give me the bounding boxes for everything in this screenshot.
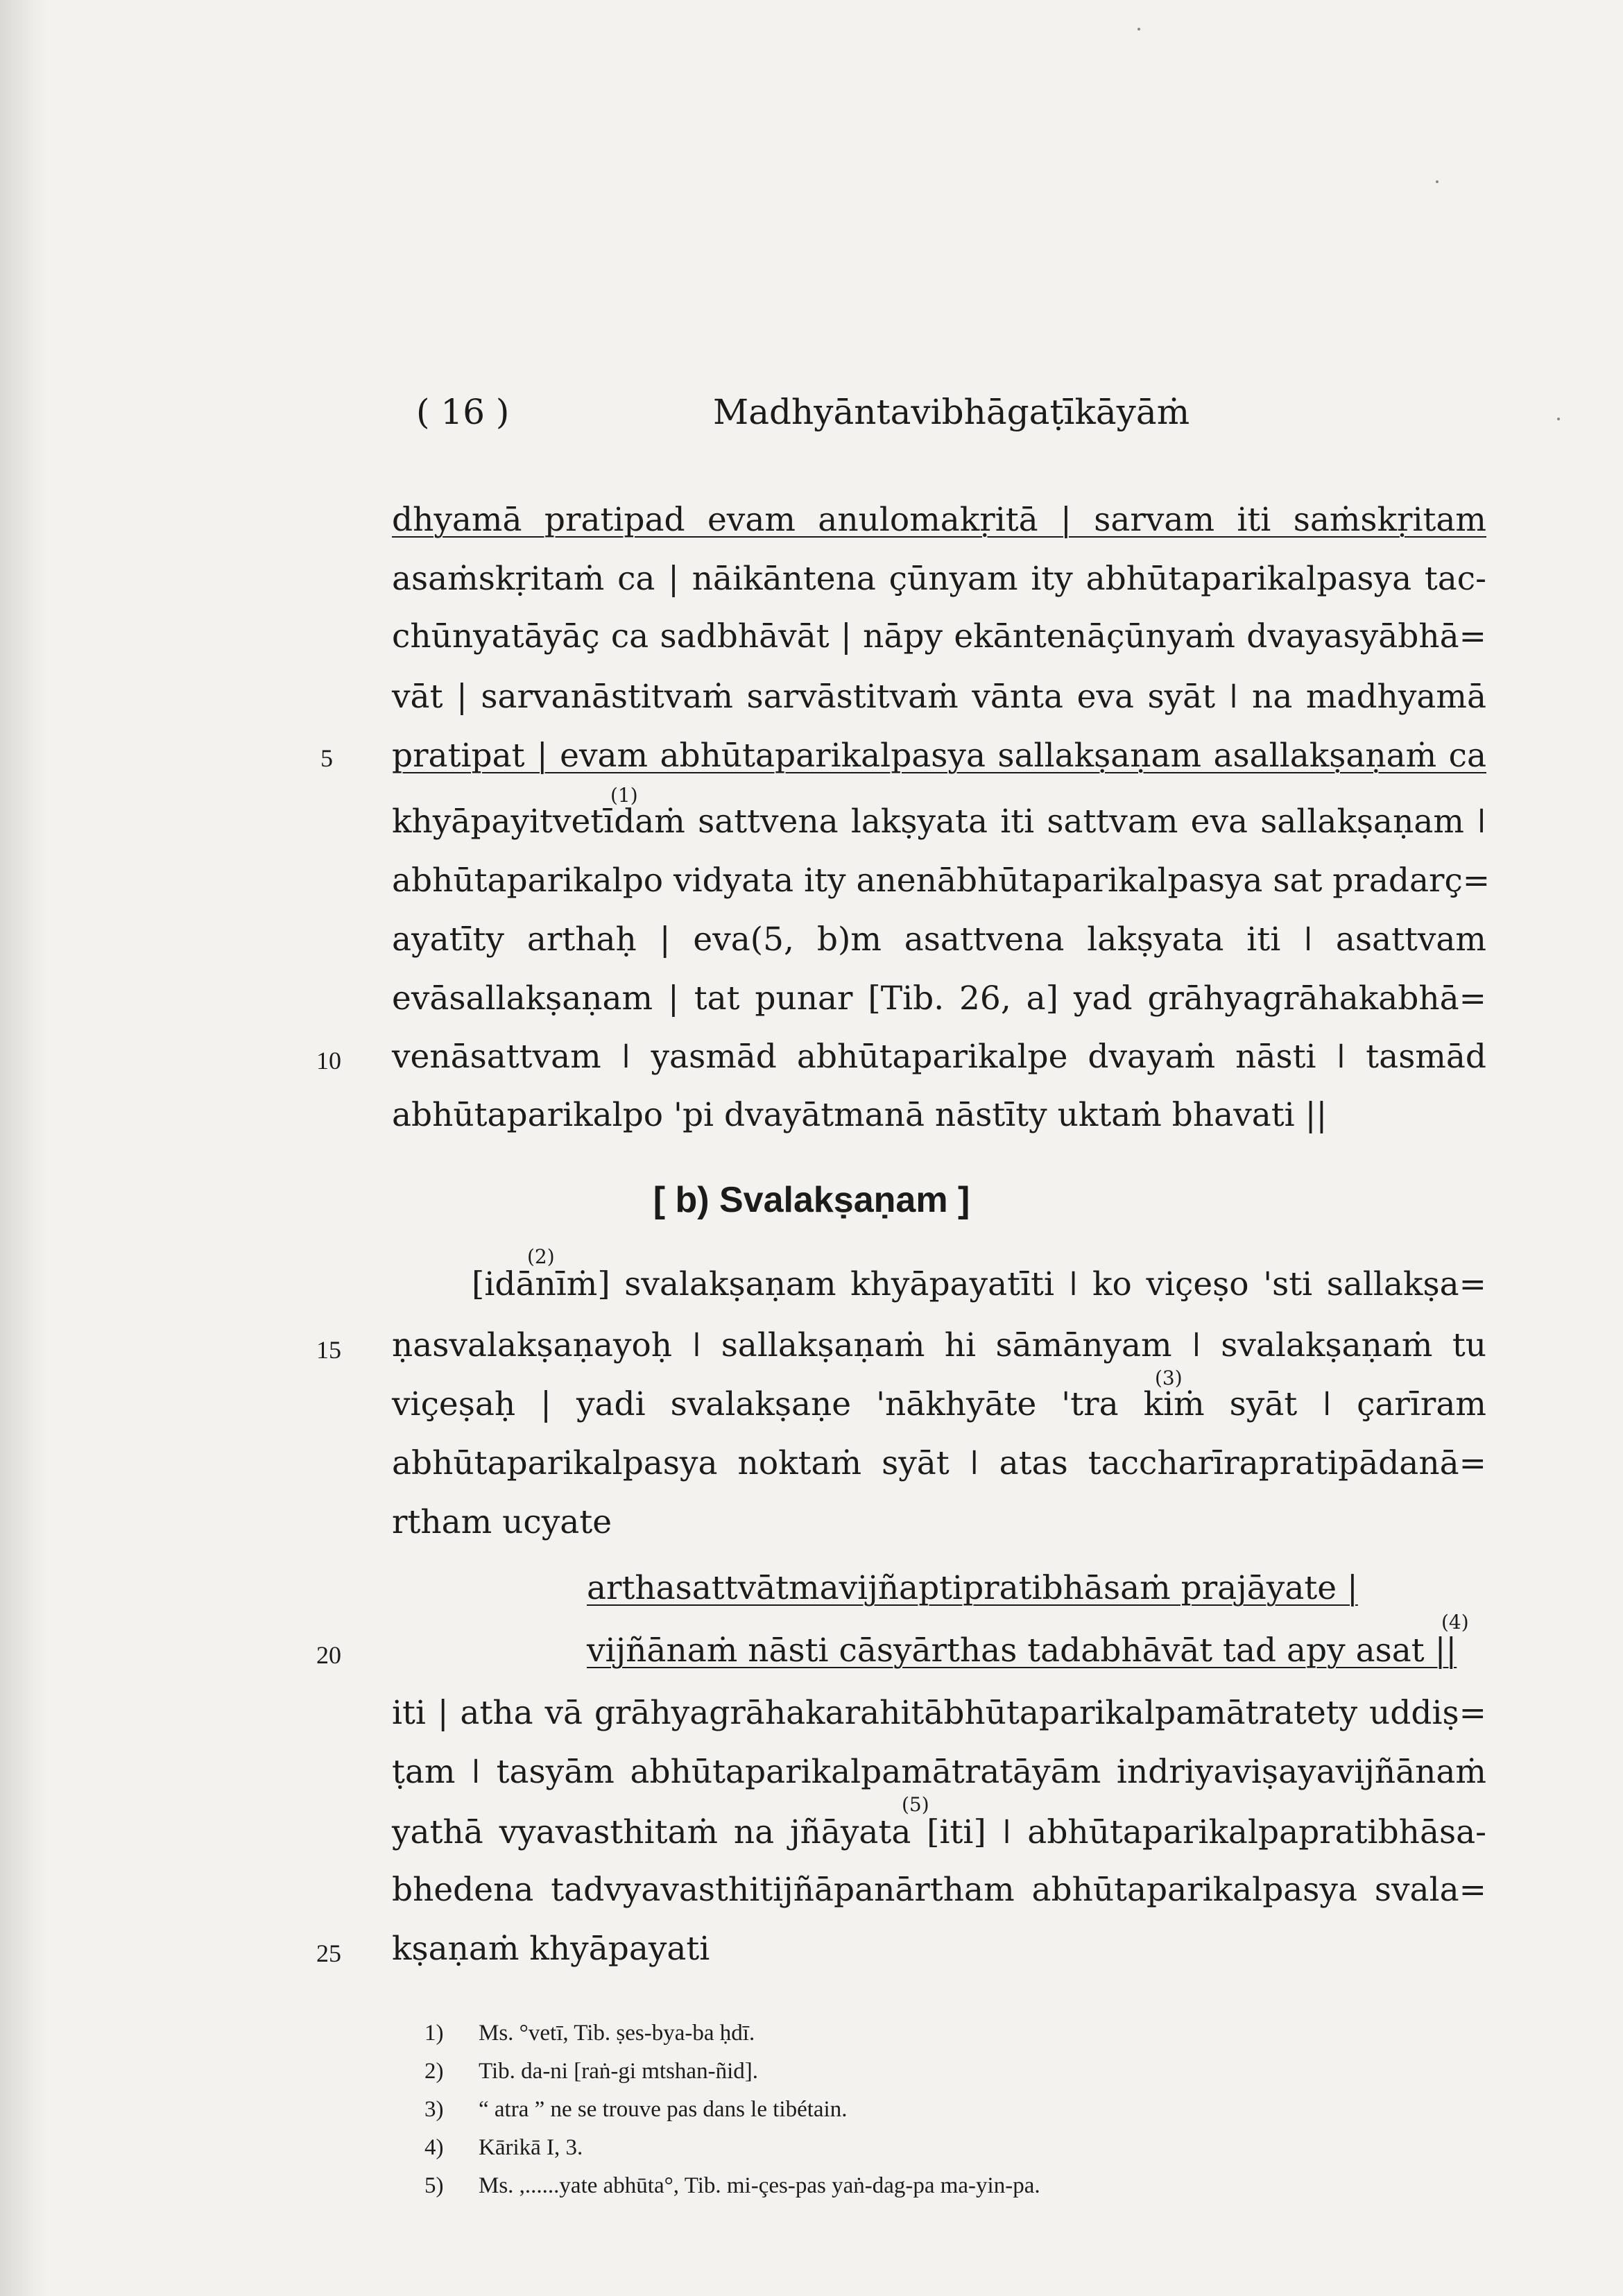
footnote-text: “ atra ” ne se trouve pas dans le tibétain.	[479, 2097, 848, 2122]
text-line: chūnyatāyāç ca sadbhāvāt | nāpy ekāntenāçūnyaṁ dvayasyābhā=	[392, 617, 1486, 656]
footnote	[424, 2097, 847, 2123]
text-line: venāsattvam ǀ yasmād abhūtaparikalpe dvayaṁ nāsti ǀ tasmād	[392, 1038, 1486, 1076]
text-line: vāt | sarvanāstitvaṁ sarvāstitvaṁ vānta eva syāt ǀ na madhyamā	[392, 678, 1486, 716]
section-heading: [ b) Svalakṣaṇam ]	[653, 1180, 970, 1220]
text-line: ṭam ǀ tasyām abhūtaparikalpamātratāyām indriyaviṣayavijñānaṁ	[392, 1753, 1486, 1791]
footnote-text: Ms. ,......yate abhūta°, Tib. mi-çes-pas yaṅ-dag-pa ma-yin-pa.	[479, 2173, 1040, 2198]
text-line: viçeṣaḥ | yadi svalakṣaṇe 'nākhyāte 'tra kiṁ syāt ǀ çarīram	[392, 1385, 1486, 1423]
page-binding-edge	[0, 0, 49, 2296]
line-number: 25	[316, 1939, 341, 1967]
footnote-number: 4)	[424, 2135, 444, 2160]
paper-speck	[1436, 180, 1439, 183]
verse-line: vijñānaṁ nāsti cāsyārthas tadabhāvāt tad apy asat ||	[587, 1631, 1457, 1670]
footnote-text: Ms. °vetī, Tib. ṣes-bya-ba ḥdī.	[479, 2021, 755, 2046]
verse-line: arthasattvātmavijñaptipratibhāsaṁ prajāyate |	[587, 1569, 1358, 1607]
footnote-text: Tib. da-ni [raṅ-gi mtshan-ñid].	[479, 2059, 758, 2084]
line-number: 5	[320, 744, 333, 772]
footnote	[424, 2021, 755, 2046]
note-mark: (1)	[610, 784, 638, 807]
line-number: 10	[316, 1047, 341, 1074]
text-line: asaṁskṛitaṁ ca | nāikāntena çūnyam ity abhūtaparikalpasya tac-	[392, 560, 1486, 598]
note-mark: (4)	[1441, 1611, 1469, 1634]
footnote-number: 5)	[424, 2173, 444, 2198]
line-number: 20	[316, 1641, 341, 1669]
note-mark: (5)	[902, 1793, 929, 1816]
text-line: khyāpayitvetīdaṁ sattvena lakṣyata iti sattvam eva sallakṣaṇam ǀ	[392, 803, 1486, 841]
text-line: ṇasvalakṣaṇayoḥ ǀ sallakṣaṇaṁ hi sāmānyam ǀ svalakṣaṇaṁ tu	[392, 1326, 1486, 1364]
text-line: pratipat | evam abhūtaparikalpasya sallakṣaṇam asallakṣaṇaṁ ca	[392, 737, 1486, 775]
text-line: evāsallakṣaṇam | tat punar [Tib. 26, a] yad grāhyagrāhakabhā=	[392, 979, 1486, 1018]
page-number: ( 16 )	[416, 392, 510, 432]
footnote-text: Kārikā I, 3.	[479, 2135, 583, 2160]
note-mark: (2)	[527, 1245, 555, 1268]
footnote-number: 2)	[424, 2059, 444, 2084]
running-title: Madhyāntavibhāgaṭīkāyāṁ	[713, 392, 1190, 432]
text-line: rtham ucyate	[392, 1503, 612, 1541]
text-line: ayatīty arthaḥ | eva(5, b)m asattvena lakṣyata iti ǀ asattvam	[392, 920, 1486, 959]
text-line: [idānīṁ] svalakṣaṇam khyāpayatīti ǀ ko viçeṣo 'sti sallakṣa=	[472, 1265, 1486, 1303]
footnote	[424, 2173, 1040, 2199]
paper-speck	[1557, 418, 1560, 420]
text-line: abhūtaparikalpo vidyata ity anenābhūtaparikalpasya sat pradarç=	[392, 862, 1491, 900]
note-mark: (3)	[1155, 1367, 1183, 1389]
paper-speck	[1137, 28, 1140, 31]
text-line: abhūtaparikalpo 'pi dvayātmanā nāstīty uktaṁ bhavati ||	[392, 1096, 1328, 1134]
footnote	[424, 2135, 583, 2161]
footnote-number: 1)	[424, 2021, 444, 2046]
line-number: 15	[316, 1336, 341, 1364]
footnote	[424, 2059, 758, 2084]
page-header	[416, 392, 1248, 447]
text-line: yathā vyavasthitaṁ na jñāyata [iti] ǀ abhūtaparikalpapratibhāsa-	[392, 1813, 1486, 1851]
text-line: abhūtaparikalpasya noktaṁ syāt ǀ atas taccharīrapratipādanā=	[392, 1444, 1486, 1482]
footnote-number: 3)	[424, 2097, 444, 2122]
text-line: dhyamā pratipad evam anulomakṛitā | sarvam iti saṁskṛitam	[392, 501, 1486, 539]
text-line: iti | atha vā grāhyagrāhakarahitābhūtaparikalpamātratety uddiṣ=	[392, 1694, 1486, 1732]
text-line: kṣaṇaṁ khyāpayati	[392, 1930, 710, 1968]
text-line: bhedena tadvyavasthitijñāpanārtham abhūtaparikalpasya svala=	[392, 1871, 1486, 1909]
